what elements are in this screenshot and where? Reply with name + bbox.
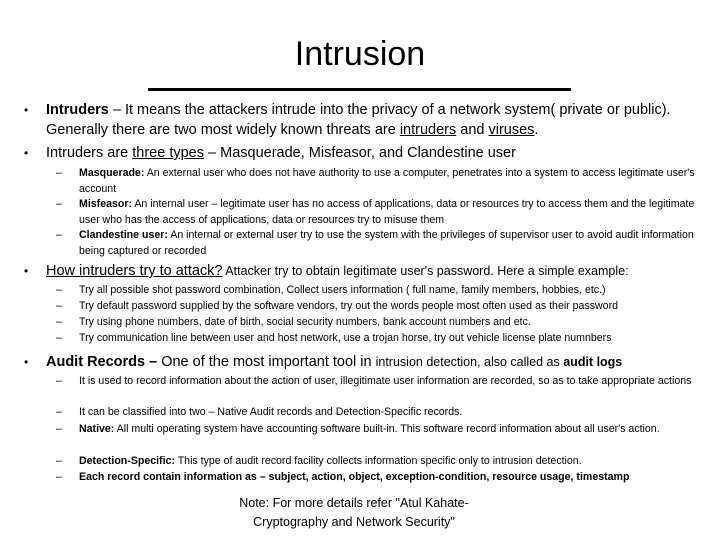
types-text-a: Intruders are: [46, 145, 133, 161]
types-item-clandestine: [56, 228, 704, 259]
dash-icon: –: [56, 471, 62, 483]
bullet-dot-icon: •: [24, 264, 29, 278]
dash-icon: –: [56, 198, 62, 210]
slide-title: Intrusion: [294, 35, 426, 73]
clandestine-text: An internal or external user try to use the system with the privileges of supervisor user to avoid audit information being captured or recorded: [79, 229, 694, 257]
audit-item: [56, 405, 704, 421]
attack-item: [56, 315, 704, 331]
bullet-dot-icon: •: [24, 355, 29, 369]
detection-text: This type of audit record facility collects information specific only to intrusion detection.: [174, 455, 582, 467]
intruders-end-text: .: [534, 122, 539, 138]
dash-icon: –: [56, 375, 62, 387]
attack-item-text: Try using phone numbers, date of birth, social security numbers, bank account numbers and etc.: [79, 316, 531, 328]
audit-item-detection: [56, 454, 704, 470]
bullet-intruders: [24, 100, 706, 140]
attack-item: [56, 331, 704, 347]
attack-item-text: Try default password supplied by the software vendors, try out the words people most often used as their password: [79, 300, 618, 312]
dash-icon: –: [56, 316, 62, 328]
types-item-masquerade: [56, 166, 704, 197]
attack-item-text: Try communication line between user and host network, use a trojan horse, try out vehicle license plate numnbers: [79, 332, 612, 344]
dash-icon: –: [56, 300, 62, 312]
title-divider: [148, 88, 571, 91]
viruses-link[interactable]: viruses: [488, 122, 535, 138]
dash-icon: –: [56, 332, 62, 344]
clandestine-term: Clandestine user:: [79, 229, 168, 241]
audit-item-text: It can be classified into two – Native Audit records and Detection-Specific records.: [79, 406, 463, 418]
masquerade-text: An external user who does not have authority to use a computer, penetrates into a system to access legitimate user's account: [79, 167, 695, 195]
attack-item: [56, 299, 704, 315]
attack-item-text: Try all possible shot password combination, Collect users information ( full name, family members, hobbies, etc.): [79, 284, 606, 296]
audit-logs-term: audit logs: [563, 355, 623, 369]
audit-term: Audit Records –: [46, 354, 158, 370]
three-types-link[interactable]: three types: [132, 145, 204, 161]
dash-icon: –: [56, 455, 62, 467]
audit-text-b: intrusion detection, also called as: [375, 355, 564, 369]
reference-note: Note: For more details refer "Atul Kahate-Cryptography and Network Security": [239, 496, 469, 529]
misfeasor-text: An internal user – legitimate user has no access of applications, data or resources try to access them and the legitimate user who has the access of applications, data or resources try to misuse them: [79, 198, 695, 226]
bullet-dot-icon: •: [24, 146, 29, 160]
audit-text-a: One of the most important tool in: [157, 354, 376, 370]
detection-term: Detection-Specific:: [79, 455, 175, 467]
types-text-b: – Masquerade, Misfeasor, and Clandestine user: [204, 145, 516, 161]
misfeasor-term: Misfeasor:: [79, 198, 132, 210]
audit-item-record: [56, 470, 704, 486]
dash-icon: –: [56, 423, 62, 435]
native-text: All multi operating system have accounting software built-in. This software record information about all user's action.: [114, 423, 660, 435]
attack-item: [56, 283, 704, 299]
bullet-audit: [24, 352, 706, 372]
intruders-term: Intruders: [46, 102, 109, 118]
audit-item-text: It is used to record information about the action of user, illegitimate user information are recorded, so as to take appropriate actions: [79, 375, 692, 387]
types-item-misfeasor: [56, 197, 704, 228]
bullet-attack: [24, 261, 706, 281]
dash-icon: –: [56, 284, 62, 296]
native-term: Native:: [79, 423, 115, 435]
audit-item-native: [56, 422, 704, 438]
dash-icon: –: [56, 167, 62, 179]
bullet-dot-icon: •: [24, 103, 29, 117]
dash-icon: –: [56, 229, 62, 241]
attack-link[interactable]: How intruders try to attack?: [46, 263, 223, 279]
masquerade-term: Masquerade:: [79, 167, 145, 179]
dash-icon: –: [56, 406, 62, 418]
intruders-and-text: and: [456, 122, 489, 138]
audit-item: [56, 374, 704, 390]
intruders-text: – It means the attackers intrude into the privacy of a network system( private or public). Generally there are two most widely known threats are: [46, 102, 671, 138]
intruders-link[interactable]: intruders: [399, 122, 457, 138]
attack-text: Attacker try to obtain legitimate user's password. Here a simple example:: [222, 264, 629, 278]
record-term: Each record contain information as – subject, action, object, exception-condition, resource usage, timestamp: [79, 471, 630, 483]
bullet-types: [24, 143, 706, 163]
